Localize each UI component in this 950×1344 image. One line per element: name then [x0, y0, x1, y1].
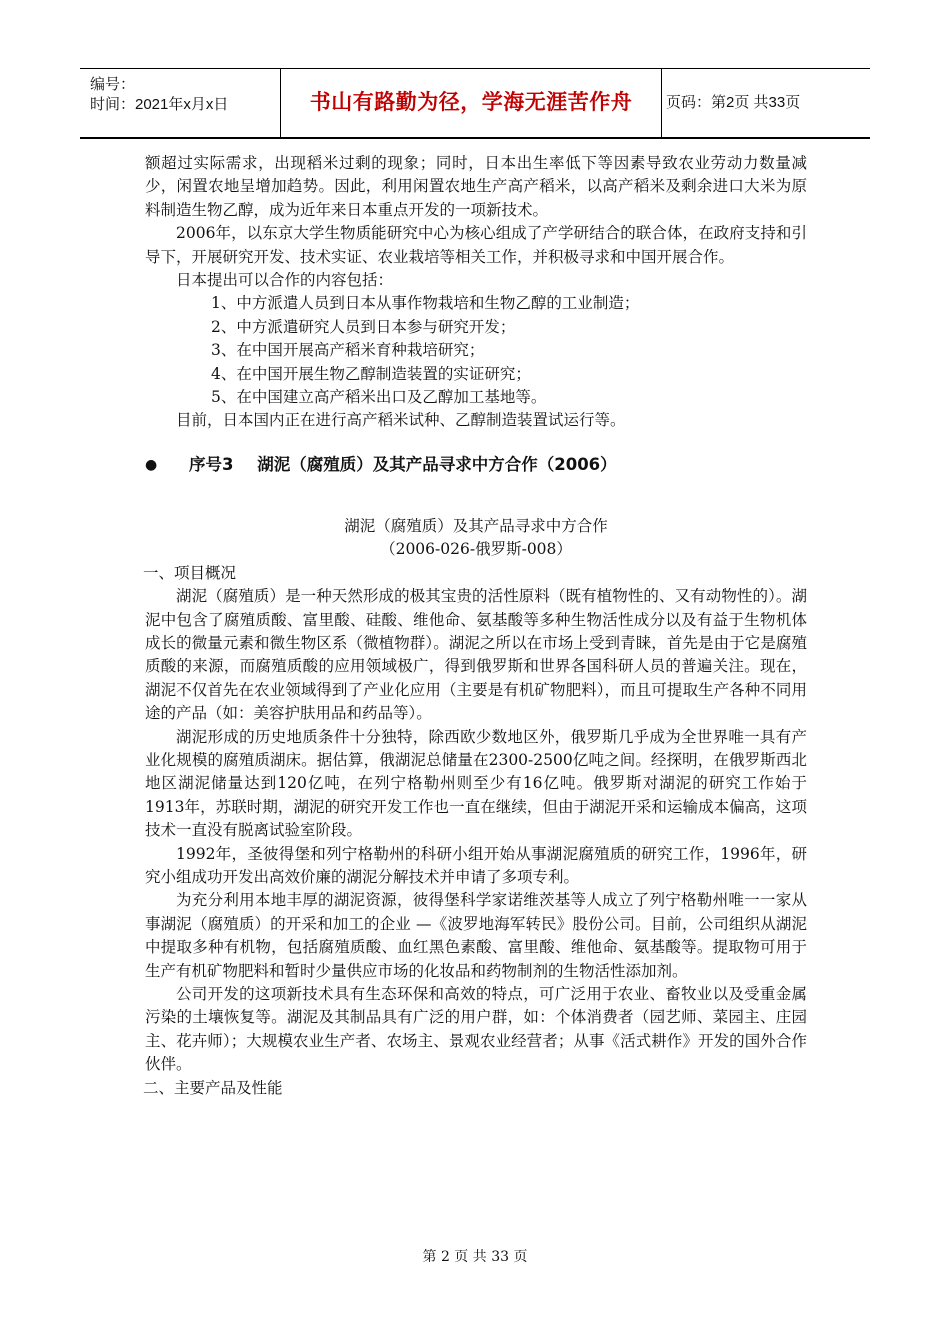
list-item: 5、在中国建立高产稻米出口及乙醇加工基地等。: [211, 388, 547, 407]
number-label: 编号：: [90, 76, 136, 93]
project-paragraph: 湖泥形成的历史地质条件十分独特，除西欧少数地区外，俄罗斯几乎成为全世界唯一具有产业化规模的腐殖质湖床。据估算，俄湖泥总储量在2300-2500亿吨之间。经探明，在俄罗斯西北地区湖泥储量达到120亿吨，在列宁格勒州则至少有16亿吨。俄罗斯对湖泥的研究工作始于1913年，苏联时期，湖泥的研究开发工作也一直在继续，但由于湖泥开采和运输成本偏高，这项技术一直没有脱离试验室阶段。: [145, 727, 807, 840]
section-number: 序号3: [189, 454, 234, 474]
list-item: 2、中方派遣研究人员到日本参与研究开发；: [211, 317, 516, 336]
list-item: 1、中方派遣人员到日本从事作物栽培和生物乙醇的工业制造；: [211, 294, 640, 313]
page-header: [80, 68, 870, 139]
part2-heading: 二、主要产品及性能: [143, 1078, 283, 1097]
intro-paragraph: 2006年，以东京大学生物质能研究中心为核心组成了产学研结合的联合体，在政府支持和引导下，开展研究开发、技术实证、农业栽培等相关工作，并积极寻求和中国开展合作。: [145, 224, 807, 266]
section-title: 湖泥（腐殖质）及其产品寻求中方合作（2006）: [257, 454, 617, 474]
project-title: 湖泥（腐殖质）及其产品寻求中方合作: [344, 516, 608, 535]
page-footer: 第 2 页 共 33 页: [422, 1249, 528, 1265]
section-heading: [145, 451, 807, 479]
list-item: 3、在中国开展高产稻米育种栽培研究；: [211, 341, 485, 360]
list-item: 4、在中国开展生物乙醇制造装置的实证研究；: [211, 364, 531, 383]
part1-heading: 一、项目概况: [143, 563, 237, 582]
intro-paragraph: 额超过实际需求，出现稻米过剩的现象；同时，日本出生率低下等因素导致农业劳动力数量减少，闲置农地呈增加趋势。因此，利用闲置农地生产高产稻米，以高产稻米及剩余进口大米为原料制造生物乙醇，成为近年来日本重点开发的一项新技术。: [145, 154, 807, 219]
document-body: [145, 152, 807, 1100]
project-paragraph: 为充分利用本地丰厚的湖泥资源，彼得堡科学家诺维茨基等人成立了列宁格勒州唯一一家从事湖泥（腐殖质）的开采和加工的企业 —《波罗地海军转民》股份公司。目前，公司组织从湖泥中提取多种有机物，包括腐殖质酸、血红黑色素酸、富里酸、维他命、氨基酸等。提取物可用于生产有机矿物肥料和暂时少量供应市场的化妆品和药物制剂的生物活性添加剂。: [145, 891, 807, 980]
bullet-icon: ●: [145, 456, 158, 473]
header-meta: [80, 69, 281, 137]
time-label: 时间：2021年x月x日: [90, 96, 229, 113]
header-motto: 书山有路勤为径，学海无涯苦作舟: [281, 69, 662, 137]
project-paragraph: 1992年，圣彼得堡和列宁格勒州的科研小组开始从事湖泥腐殖质的研究工作，1996年，研究小组成功开发出高效价廉的湖泥分解技术并申请了多项专利。: [145, 844, 807, 886]
intro-paragraph: 日本提出可以合作的内容包括：: [176, 271, 394, 290]
closing-paragraph: 目前，日本国内正在进行高产稻米试种、乙醇制造装置试运行等。: [176, 411, 626, 430]
project-code: （2006-026-俄罗斯-008）: [380, 540, 572, 559]
project-paragraph: 公司开发的这项新技术具有生态环保和高效的特点，可广泛用于农业、畜牧业以及受重金属污染的土壤恢复等。湖泥及其制品具有广泛的用户群，如：个体消费者（园艺师、菜园主、庄园主、花卉师）；大规模农业生产者、农场主、景观农业经营者；从事《活式耕作》开发的国外合作伙伴。: [145, 985, 807, 1074]
header-page-info: 页码：第2页 共33页: [666, 94, 801, 111]
project-paragraph: 湖泥（腐殖质）是一种天然形成的极其宝贵的活性原料（既有植物性的、又有动物性的）。湖泥中包含了腐殖质酸、富里酸、硅酸、维他命、氨基酸等多种生物活性成分以及有益于生物机体成长的微量元素和微生物区系（微植物群）。湖泥之所以在市场上受到青睐，首先是由于它是腐殖质酸的来源，而腐殖质酸的应用领域极广，得到俄罗斯和世界各国科研人员的普遍关注。现在，湖泥不仅首先在农业领域得到了产业化应用（主要是有机矿物肥料），而且可提取生产各种不同用途的产品（如：美容护肤用品和药品等）。: [145, 587, 807, 723]
